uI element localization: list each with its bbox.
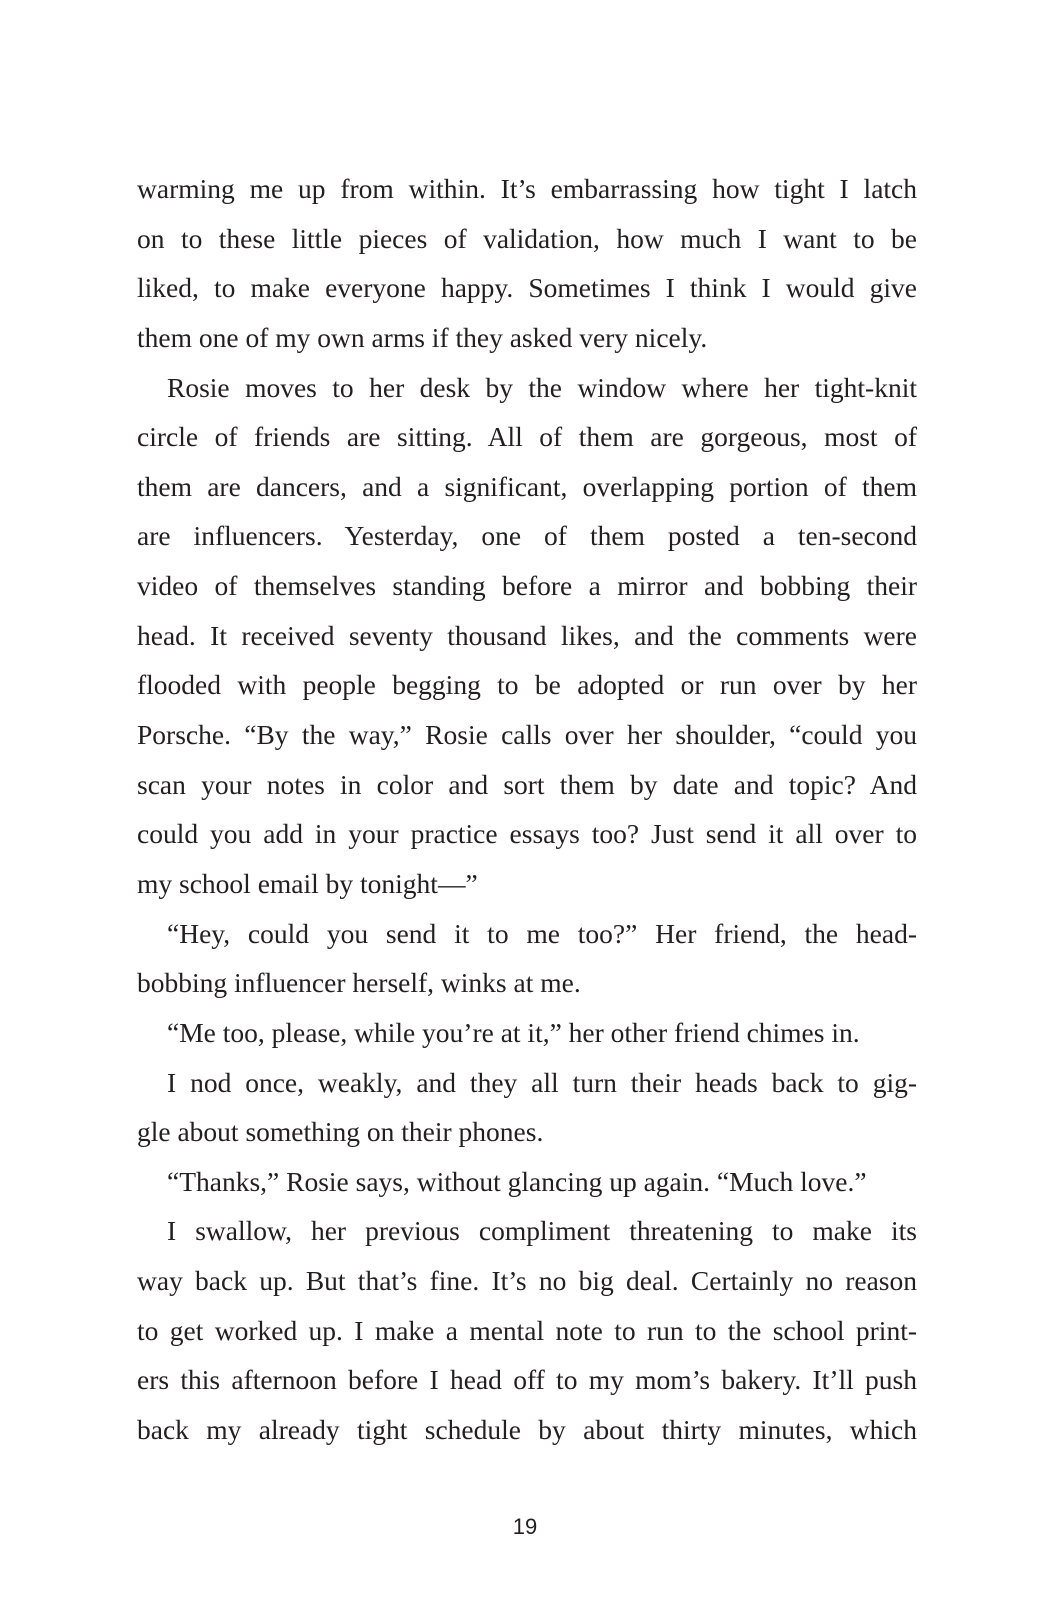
text-line: way back up. But that’s fine. It’s no big deal. Certainly no reason: [137, 1265, 917, 1297]
text-line: warming me up from within. It’s embarrassing how tight I latch: [137, 173, 917, 204]
text-line: to get worked up. I make a mental note to run to the school print-: [137, 1314, 917, 1346]
text-line: scan your notes in color and sort them by date and topic? And: [137, 768, 917, 800]
text-line: Rosie moves to her desk by the window where her tight-knit: [167, 371, 917, 403]
text-line: could you add in your practice essays too? Just send it all over to: [137, 818, 917, 850]
text-line: back my already tight schedule by about thirty minutes, which: [137, 1414, 917, 1446]
text-line: video of themselves standing before a mirror and bobbing their: [137, 570, 917, 602]
text-line: “Thanks,” Rosie says, without glancing up again. “Much love.”: [167, 1165, 867, 1197]
text-line: circle of friends are sitting. All of them are gorgeous, most of: [137, 421, 917, 453]
text-line: “Me too, please, while you’re at it,” her other friend chimes in.: [167, 1016, 860, 1048]
text-line: them one of my own arms if they asked very nicely.: [137, 321, 708, 353]
text-line: them are dancers, and a significant, overlapping portion of them: [137, 470, 917, 502]
text-line: liked, to make everyone happy. Sometimes I think I would give: [137, 272, 917, 304]
text-line: I swallow, her previous compliment threatening to make its: [167, 1215, 917, 1247]
text-line: ers this afternoon before I head off to my mom’s bakery. It’ll push: [137, 1364, 917, 1396]
text-line: “Hey, could you send it to me too?” Her friend, the head-: [167, 917, 917, 949]
text-line: I nod once, weakly, and they all turn their heads back to gig-: [167, 1066, 917, 1098]
text-line: flooded with people begging to be adopted or run over by her: [137, 669, 917, 701]
text-line: on to these little pieces of validation, how much I want to be: [137, 222, 917, 254]
text-line: are influencers. Yesterday, one of them posted a ten-second: [137, 520, 917, 552]
text-line: Porsche. “By the way,” Rosie calls over her shoulder, “could you: [137, 719, 917, 751]
text-line: bobbing influencer herself, winks at me.: [137, 967, 581, 999]
body-text: [137, 164, 917, 1455]
text-line: gle about something on their phones.: [137, 1116, 544, 1148]
page-number: 19: [512, 1514, 538, 1539]
text-line: head. It received seventy thousand likes, and the comments were: [137, 619, 917, 651]
text-line: my school email by tonight—”: [137, 867, 478, 899]
